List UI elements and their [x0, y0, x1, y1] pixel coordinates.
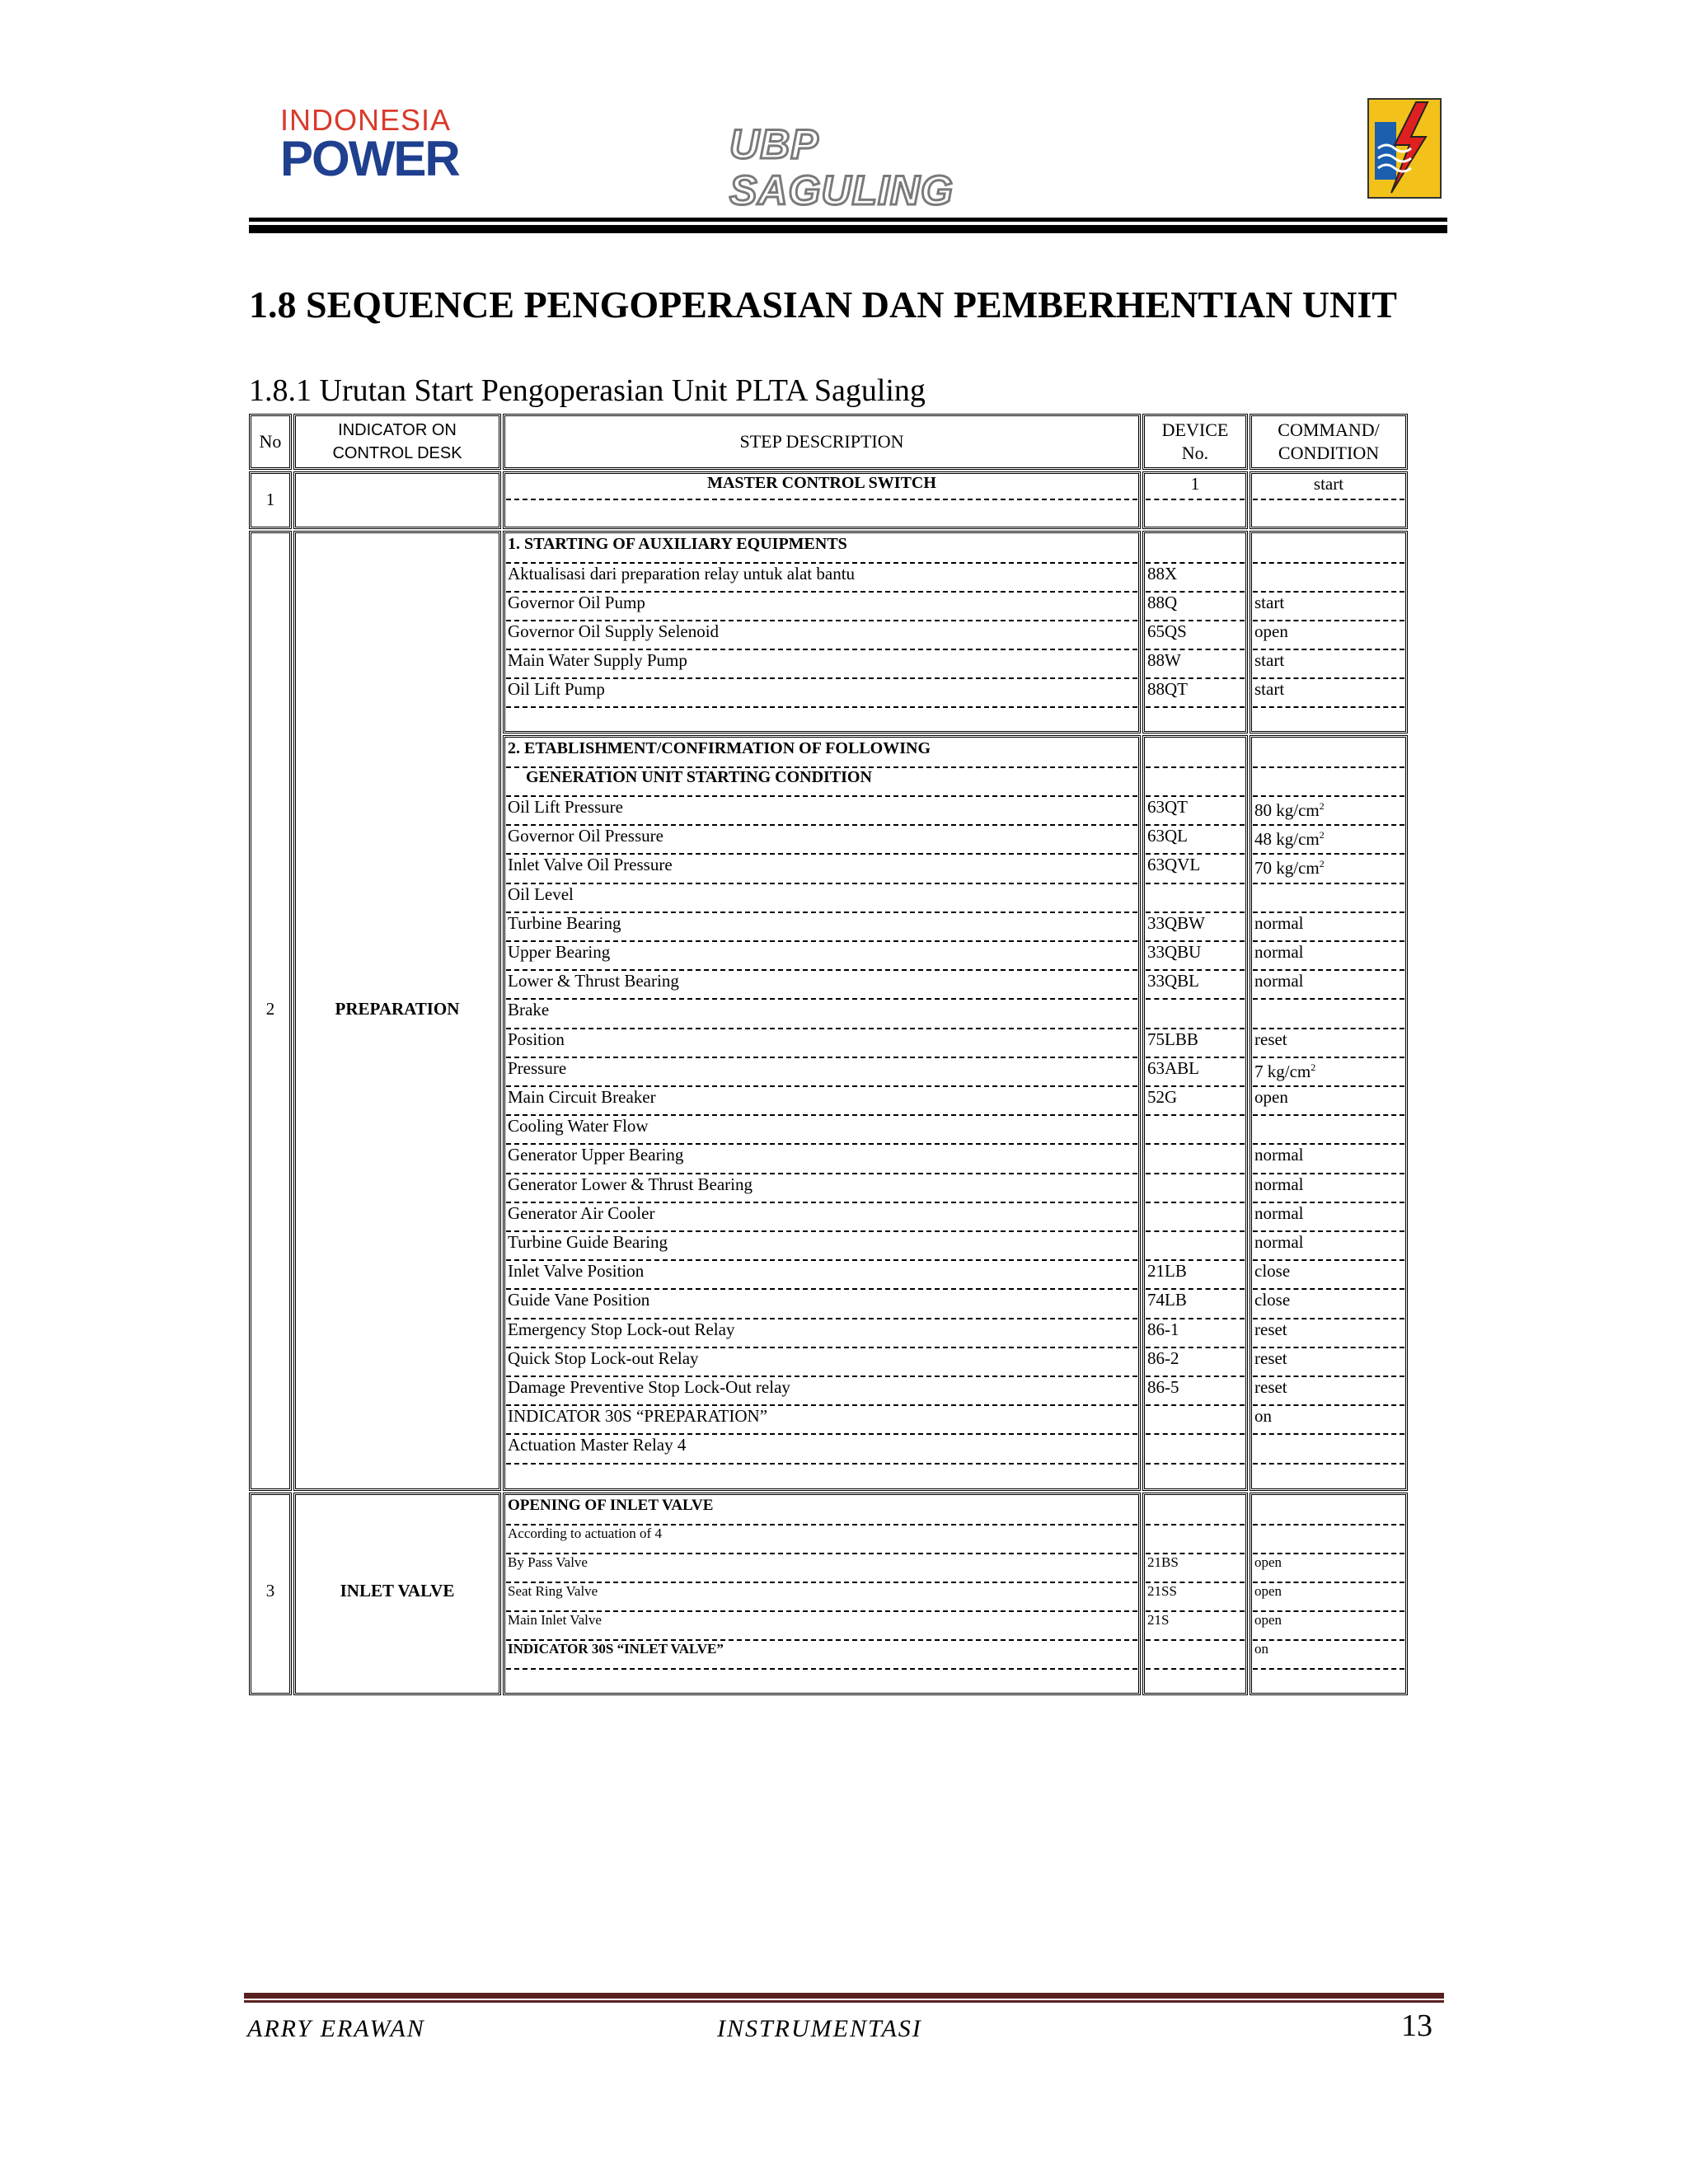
step-description: Quick Stop Lock-out Relay: [508, 1347, 699, 1368]
step-description: Cooling Water Flow: [508, 1116, 649, 1137]
device-number: 65QS: [1147, 621, 1187, 641]
step-description: Lower & Thrust Bearing: [508, 971, 679, 991]
command-condition: [1254, 1641, 1268, 1657]
header-device-label: DEVICE No.: [1161, 419, 1229, 463]
row-divider: [506, 706, 1137, 708]
superscript: 2: [1319, 829, 1325, 841]
device-number: 21SS: [1147, 1583, 1177, 1599]
superscript: 2: [1319, 858, 1325, 870]
section1-command: start: [1313, 474, 1344, 494]
step-description: Generator Lower & Thrust Bearing: [508, 1174, 753, 1194]
command-value: start: [1254, 650, 1285, 670]
command-condition: [1254, 1290, 1290, 1310]
row-divider: [506, 1028, 1137, 1029]
command-value: normal: [1254, 912, 1304, 933]
section2-no: 2: [265, 999, 275, 1019]
row-divider: [506, 1463, 1137, 1465]
row-divider: [506, 998, 1137, 1000]
command-condition: [1254, 829, 1325, 850]
row-divider: [1146, 1668, 1245, 1670]
device-number: 75LBB: [1147, 1029, 1198, 1049]
row-divider: [506, 883, 1137, 884]
groupB-title-line1: 2. ETABLISHMENT/CONFIRMATION OF FOLLOWING: [508, 739, 931, 757]
row-divider: [1253, 883, 1404, 884]
step-description: Guide Vane Position: [508, 1290, 650, 1310]
command-value: open: [1254, 1583, 1282, 1599]
header-command: [1250, 414, 1408, 470]
command-value: normal: [1254, 1145, 1304, 1165]
page-number: 13: [1401, 2008, 1432, 2043]
logo-text-line1: INDONESIA: [280, 103, 452, 137]
row-divider: [1146, 499, 1245, 500]
command-condition: [1254, 679, 1284, 700]
command-condition: [1254, 913, 1303, 934]
step-description: Oil Lift Pump: [508, 679, 605, 699]
row-divider: [1146, 1404, 1245, 1406]
row-divider: [1253, 824, 1404, 826]
step-description: Inlet Valve Oil Pressure: [508, 855, 673, 875]
command-condition: [1254, 1319, 1287, 1340]
command-value: on: [1254, 1406, 1272, 1427]
row-divider: [1253, 795, 1404, 797]
command-value: close: [1254, 1261, 1291, 1282]
command-condition: [1254, 858, 1325, 879]
row-divider: [1146, 706, 1245, 708]
command-condition: [1254, 1232, 1303, 1253]
row-divider: [1253, 562, 1404, 564]
command-value: start: [1254, 593, 1285, 612]
row-divider: [1253, 1463, 1404, 1465]
footer-rule-thin: [244, 2000, 1444, 2003]
row-divider: [1253, 766, 1404, 768]
step-description: Inlet Valve Position: [508, 1261, 645, 1282]
footer-author: ARRY ERAWAN: [247, 2015, 425, 2042]
row-divider: [1146, 1173, 1245, 1174]
step-description: Governor Oil Pressure: [508, 826, 663, 846]
device-number: 88QT: [1147, 679, 1188, 699]
device-number: 63QT: [1147, 797, 1188, 817]
command-condition: [1254, 593, 1284, 613]
ubp-logo-text: UBP SAGULING: [729, 121, 954, 213]
device-number: 21LB: [1147, 1261, 1187, 1282]
row-divider: [1253, 1433, 1404, 1435]
command-value: reset: [1254, 1319, 1287, 1339]
step-description: Oil Lift Pressure: [508, 797, 623, 817]
row-divider: [1253, 998, 1404, 1000]
header-indicator: [293, 414, 501, 470]
header-step: [503, 414, 1141, 470]
command-condition: [1254, 1612, 1282, 1629]
device-number: 86-5: [1147, 1377, 1179, 1397]
step-description: By Pass Valve: [508, 1554, 588, 1570]
command-value: reset: [1254, 1029, 1287, 1049]
command-value: 48 kg/cm: [1254, 829, 1320, 850]
step-description: Main Circuit Breaker: [508, 1087, 656, 1107]
device-number: 88X: [1147, 564, 1178, 583]
row-divider: [1253, 1057, 1404, 1058]
step-description: According to actuation of 4: [508, 1526, 662, 1541]
command-condition: [1254, 650, 1284, 671]
row-divider: [1146, 1202, 1245, 1203]
row-divider: [1146, 1230, 1245, 1232]
footer-department: INSTRUMENTASI: [717, 2015, 922, 2042]
step-description: Generator Upper Bearing: [508, 1145, 684, 1165]
row-divider: [1146, 1463, 1245, 1465]
row-divider: [506, 1057, 1137, 1058]
command-value: start: [1254, 679, 1285, 699]
step-description: Governor Oil Supply Selenoid: [508, 621, 720, 641]
command-condition: [1254, 1145, 1303, 1165]
command-value: normal: [1254, 1174, 1304, 1194]
command-value: normal: [1254, 942, 1304, 962]
step-description: Seat Ring Valve: [508, 1583, 598, 1599]
device-number: 88Q: [1147, 593, 1178, 612]
superscript: 2: [1319, 800, 1325, 812]
row-divider: [1146, 998, 1245, 1000]
section1-step-title: MASTER CONTROL SWITCH: [707, 474, 936, 492]
row-divider: [1253, 1524, 1404, 1526]
device-number: 63QL: [1147, 826, 1188, 846]
groupB-title-line2: GENERATION UNIT STARTING CONDITION: [526, 768, 872, 786]
command-value: reset: [1254, 1347, 1287, 1368]
command-condition: [1254, 1554, 1282, 1571]
row-divider: [1146, 1524, 1245, 1526]
command-value: normal: [1254, 971, 1304, 991]
command-condition: [1254, 1062, 1315, 1082]
command-value: normal: [1254, 1232, 1304, 1252]
row-divider: [506, 499, 1137, 500]
subsection-title: 1.8.1 Urutan Start Pengoperasian Unit PLTA Saguling: [249, 373, 926, 408]
step-description: INDICATOR 30S “PREPARATION”: [508, 1406, 768, 1427]
row-divider: [1253, 1668, 1404, 1670]
command-value: 70 kg/cm: [1254, 858, 1320, 879]
row-divider: [1253, 1404, 1404, 1406]
command-condition: [1254, 942, 1303, 963]
device-number: 88W: [1147, 650, 1181, 670]
command-condition: [1254, 1261, 1290, 1282]
row-divider: [1146, 1143, 1245, 1145]
section1-device: 1: [1190, 474, 1200, 494]
command-condition: [1254, 1203, 1303, 1224]
device-number: 33QBU: [1147, 942, 1202, 962]
row-divider: [1146, 883, 1245, 884]
step-description: Main Inlet Valve: [508, 1612, 602, 1628]
pln-logo-icon: [1367, 97, 1442, 199]
command-condition: [1254, 1377, 1287, 1398]
section3-no: 3: [265, 1581, 275, 1601]
step-description: Generator Air Cooler: [508, 1202, 655, 1223]
device-number: 21BS: [1147, 1554, 1179, 1570]
row-divider: [1146, 1114, 1245, 1116]
row-divider: [1253, 1639, 1404, 1641]
command-value: normal: [1254, 1202, 1304, 1223]
device-number: 63ABL: [1147, 1057, 1199, 1078]
command-value: 7 kg/cm: [1254, 1061, 1311, 1081]
step-description: Upper Bearing: [508, 942, 611, 962]
command-value: open: [1254, 621, 1288, 641]
device-number: 74LB: [1147, 1290, 1187, 1310]
row-divider: [1253, 853, 1404, 855]
header-command-label: COMMAND/ CONDITION: [1278, 419, 1380, 463]
command-value: reset: [1254, 1377, 1287, 1397]
header-device: [1142, 414, 1248, 470]
header-step-label: STEP DESCRIPTION: [739, 431, 904, 452]
step-description: Main Water Supply Pump: [508, 650, 687, 670]
step-description: Position: [508, 1029, 565, 1049]
command-condition: [1254, 800, 1325, 821]
step-description: Actuation Master Relay 4: [508, 1435, 687, 1455]
command-condition: [1254, 621, 1288, 642]
command-condition: [1254, 1174, 1303, 1195]
row-divider: [506, 1668, 1137, 1670]
command-condition: [1254, 1583, 1282, 1600]
row-divider: [1253, 499, 1404, 500]
section-title: 1.8 SEQUENCE PENGOPERASIAN DAN PEMBERHENTIAN UNIT: [249, 284, 1397, 326]
device-number: 86-2: [1147, 1347, 1179, 1368]
device-number: 33QBW: [1147, 912, 1205, 933]
device-number: 33QBL: [1147, 971, 1199, 991]
header-indicator-label: INDICATOR ON CONTROL DESK: [332, 421, 462, 462]
section3-title: OPENING OF INLET VALVE: [508, 1497, 714, 1514]
command-value: open: [1254, 1554, 1282, 1570]
command-condition: [1254, 1087, 1288, 1108]
step-description: Oil Level: [508, 883, 574, 904]
command-value: close: [1254, 1290, 1291, 1310]
footer-rule-thick: [244, 1993, 1444, 1999]
command-value: 80 kg/cm: [1254, 800, 1320, 820]
command-value: open: [1254, 1087, 1288, 1107]
device-number: 52G: [1147, 1087, 1178, 1107]
command-condition: [1254, 1406, 1272, 1427]
row-divider: [1253, 1114, 1404, 1116]
row-divider: [1146, 1433, 1245, 1435]
command-value: open: [1254, 1612, 1282, 1628]
row-divider: [1146, 1639, 1245, 1641]
step-description: Governor Oil Pump: [508, 593, 645, 612]
row-divider: [1146, 766, 1245, 768]
section2-indicator: PREPARATION: [335, 999, 460, 1019]
step-description: Damage Preventive Stop Lock-Out relay: [508, 1377, 790, 1397]
step-description: INDICATOR 30S “INLET VALVE”: [508, 1641, 724, 1657]
superscript: 2: [1311, 1061, 1316, 1073]
command-condition: [1254, 1029, 1287, 1050]
header-rule-thin: [249, 218, 1447, 222]
header-no-label: No: [259, 431, 282, 452]
command-condition: [1254, 971, 1303, 991]
section1-indicator-cell: [293, 471, 501, 529]
step-description: Aktualisasi dari preparation relay untuk alat bantu: [508, 564, 856, 583]
step-description: Turbine Bearing: [508, 912, 621, 933]
command-condition: [1254, 1348, 1287, 1369]
logo-text-line2: POWER: [280, 131, 459, 186]
indonesia-power-logo: [280, 103, 459, 188]
step-description: Pressure: [508, 1057, 567, 1078]
step-description: Emergency Stop Lock-out Relay: [508, 1319, 735, 1339]
device-number: 63QVL: [1147, 855, 1201, 875]
groupA-title: 1. STARTING OF AUXILIARY EQUIPMENTS: [508, 535, 847, 553]
row-divider: [506, 1553, 1137, 1554]
header-rule-thick: [249, 225, 1447, 233]
command-value: on: [1254, 1641, 1268, 1657]
device-number: 21S: [1147, 1612, 1170, 1628]
row-divider: [506, 1582, 1137, 1583]
step-description: Turbine Guide Bearing: [508, 1232, 668, 1252]
step-description: Brake: [508, 1000, 550, 1020]
header-no: [249, 414, 292, 470]
row-divider: [1253, 706, 1404, 708]
section3-step-cell: [503, 1493, 1141, 1695]
ubp-saguling-logo: [729, 121, 985, 213]
section1-no: 1: [265, 490, 275, 509]
section3-indicator: INLET VALVE: [340, 1581, 455, 1601]
device-number: 86-1: [1147, 1319, 1179, 1339]
